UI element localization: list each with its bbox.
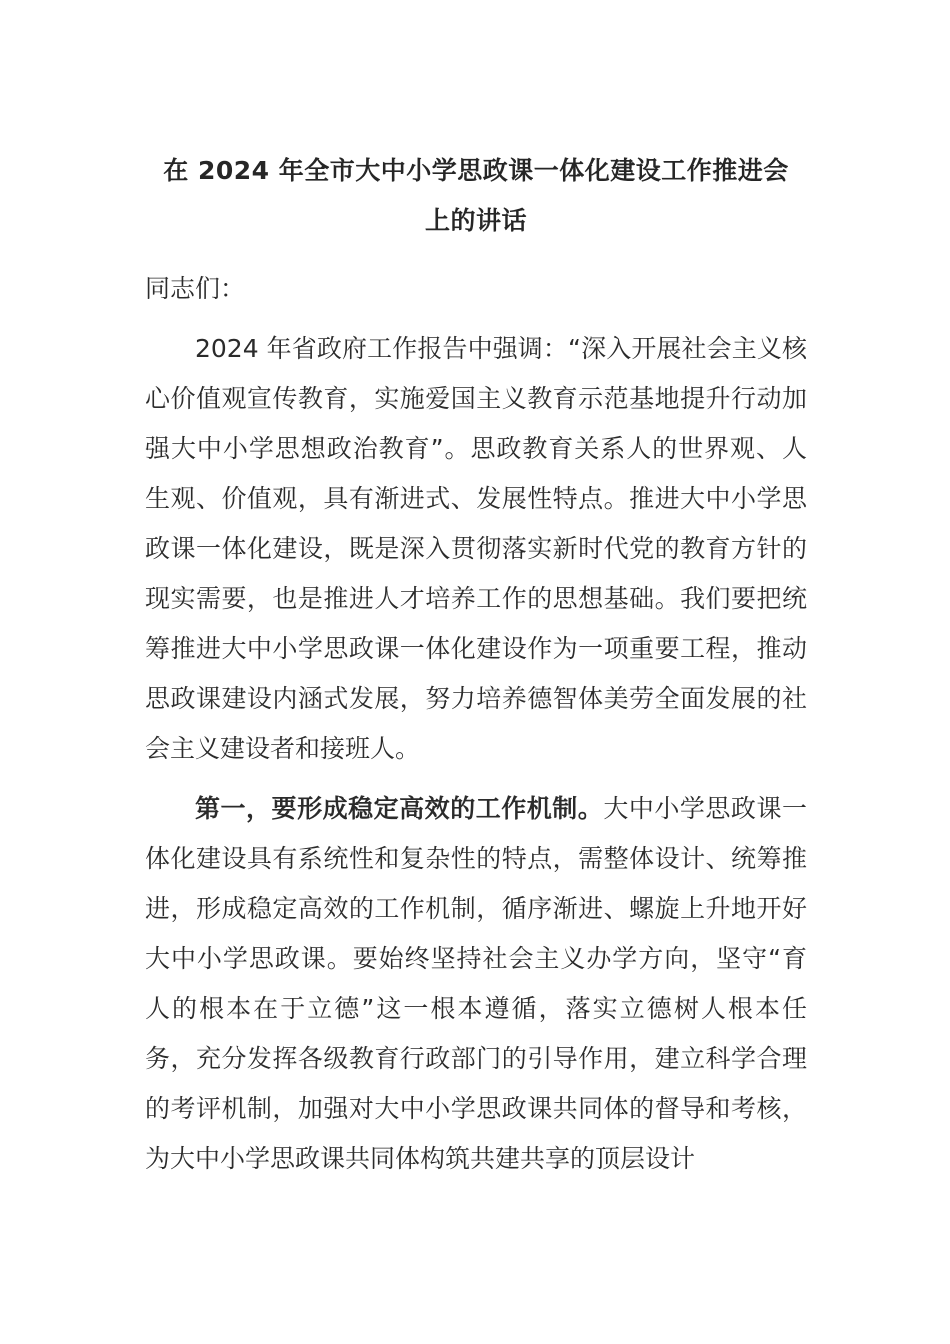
paragraph-text: 2024 年省政府工作报告中强调：“深入开展社会主义核心价值观宣传教育，实施爱国主义教育示范基地提升行动加强大中小学思想政治教育”。思政教育关系人的世界观、人生观、价值观，具有渐进式、发展性特点。推进大中小学思政课一体化建设，既是深入贯彻落实新时代党的教育方针的现实需要，也是推进人才培养工作的思想基础。我们要把统筹推进大中小学思政课一体化建设作为一项重要工程，推动思政课建设内涵式发展，努力培养德智体美劳全面发展的社会主义建设者和接班人。 xyxy=(145,334,807,763)
document-title: 在 2024 年全市大中小学思政课一体化建设工作推进会上的讲话 xyxy=(163,156,789,235)
paragraph-lead: 第一，要形成稳定高效的工作机制。 xyxy=(195,794,604,823)
document-page xyxy=(145,146,807,1184)
paragraph-intro xyxy=(145,324,807,774)
paragraph-first-point xyxy=(145,784,807,1184)
paragraph-text: 大中小学思政课一体化建设具有系统性和复杂性的特点，需整体设计、统筹推进，形成稳定高效的工作机制，循序渐进、螺旋上升地开好大中小学思政课。要始终坚持社会主义办学方向，坚守“育人的根本在于立德”这一根本遵循，落实立德树人根本任务，充分发挥各级教育行政部门的引导作用，建立科学合理的考评机制，加强对大中小学思政课共同体的督导和考核，为大中小学思政课共同体构筑共建共享的顶层设计 xyxy=(145,794,807,1173)
salutation: 同志们： xyxy=(145,274,246,303)
